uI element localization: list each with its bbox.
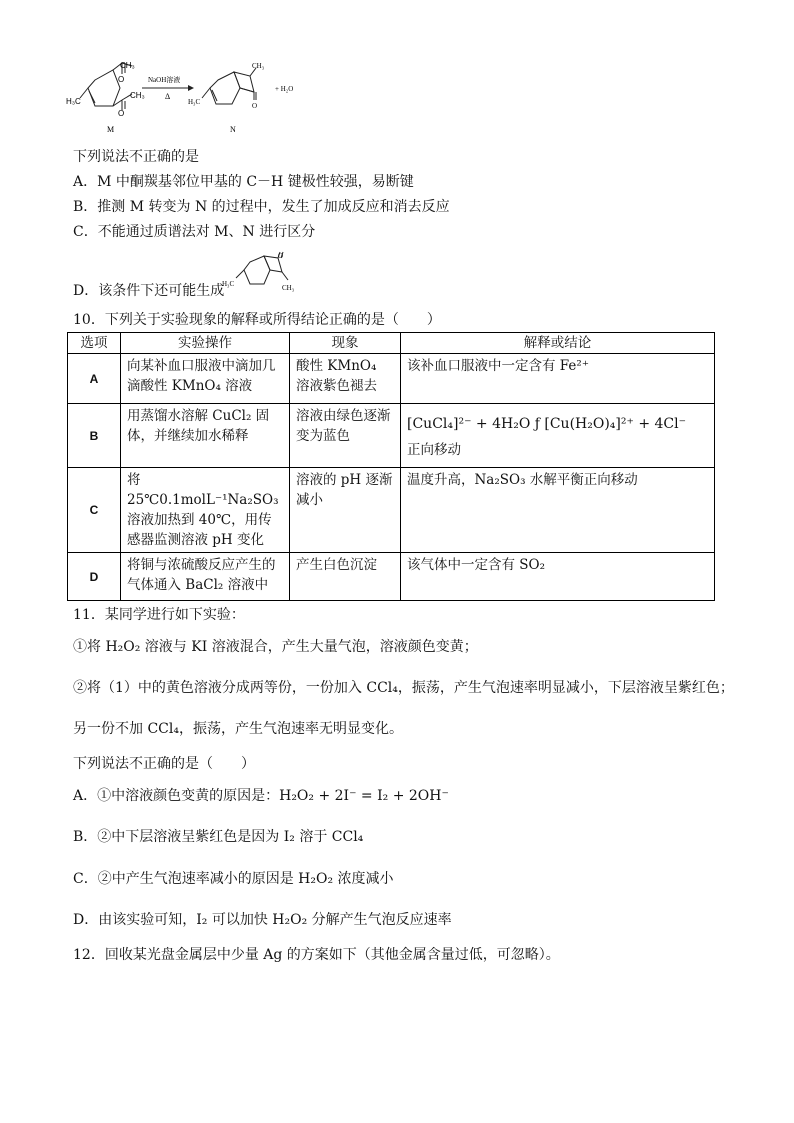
label-n: N	[230, 125, 236, 134]
row-phenomenon: 酸性 KMnO₄ 溶液紫色褪去	[290, 354, 401, 404]
molecule-n	[202, 68, 256, 104]
table-header-row	[68, 333, 715, 354]
header-conclusion: 解释或结论	[401, 333, 715, 354]
reaction-arrowhead	[188, 85, 194, 91]
q11-option-c: C．②中产生气泡速率减小的原因是 H₂O₂ 浓度减小	[73, 871, 394, 887]
reaction-scheme	[60, 58, 320, 140]
q11-step-2-cont: 另一份不加 CCl₄，振荡，产生气泡速率无明显变化。	[73, 721, 403, 737]
q9-option-b: B．推测 M 转变为 N 的过程中，发生了加成反应和消去反应	[73, 199, 450, 215]
q12-stem: 12．回收某光盘金属层中少量 Ag 的方案如下（其他金属含量过低，可忽略）。	[73, 947, 560, 963]
row-operation: 用蒸馏水溶解 CuCl₂ 固体，并继续加水稀释	[121, 404, 290, 468]
molecule-m	[80, 63, 132, 110]
row-phenomenon: 溶液由绿色逐渐变为蓝色	[290, 404, 401, 468]
equilibrium-equation: [CuCl₄]²⁻ + 4H₂O ƒ [Cu(H₂O)₄]²⁺ + 4Cl⁻	[407, 416, 686, 432]
q9-option-a: A．M 中酮羰基邻位甲基的 C－H 键极性较强，易断键	[73, 174, 414, 190]
heat-label: Δ	[165, 92, 171, 101]
row-option: D	[68, 553, 121, 601]
label-m: M	[107, 125, 115, 134]
m-ch3-top: CH₃	[120, 61, 135, 70]
row-phenomenon: 产生白色沉淀	[290, 553, 401, 601]
table-row	[68, 404, 715, 468]
table-row	[68, 468, 715, 553]
option-d-h3c: H₃C	[222, 280, 235, 288]
n-o: O	[252, 102, 258, 110]
table-row	[68, 354, 715, 404]
row-operation: 将 25℃0.1molL⁻¹Na₂SO₃ 溶液加热到 40℃，用传感器监测溶液 pH 变化	[121, 468, 290, 553]
q11-step-2: ②将（1）中的黄色溶液分成两等份，一份加入 CCl₄，振荡，产生气泡速率明显减小，下层溶液呈紫红色；	[73, 680, 734, 696]
m-o-bottom: O	[118, 109, 125, 118]
header-operation: 实验操作	[121, 333, 290, 354]
header-option: 选项	[68, 333, 121, 354]
q9-option-d: D．该条件下还可能生成	[73, 283, 225, 299]
experiment-table	[67, 332, 715, 601]
row-conclusion: 该气体中一定含有 SO₂	[401, 553, 715, 601]
row-option: C	[68, 468, 121, 553]
reagent-label: NaOH溶液	[148, 76, 181, 84]
q9-option-c: C．不能通过质谱法对 M、N 进行区分	[73, 224, 316, 240]
row-option: B	[68, 404, 121, 468]
m-h3c: H₃C	[66, 97, 81, 106]
row-phenomenon: 溶液的 pH 逐渐减小	[290, 468, 401, 553]
row-operation: 将铜与浓硫酸反应产生的气体通入 BaCl₂ 溶液中	[121, 553, 290, 601]
option-d-ch3: CH₃	[282, 284, 295, 292]
row-option: A	[68, 354, 121, 404]
row-conclusion: 温度升高，Na₂SO₃ 水解平衡正向移动	[401, 468, 715, 553]
q11-option-b: B．②中下层溶液呈紫红色是因为 I₂ 溶于 CCl₄	[73, 829, 364, 845]
row-conclusion	[401, 404, 715, 468]
option-d-o: O	[278, 252, 284, 260]
header-phenomenon: 现象	[290, 333, 401, 354]
m-o-top: O	[118, 75, 125, 84]
option-d-structure	[222, 250, 302, 300]
q10-stem: 10．下列关于实验现象的解释或所得结论正确的是（ ）	[73, 312, 441, 328]
n-ch3: CH₃	[252, 62, 265, 70]
equilibrium-shift: 正向移动	[407, 442, 461, 458]
q11-option-a: A．①中溶液颜色变黄的原因是：H₂O₂ + 2I⁻ = I₂ + 2OH⁻	[73, 788, 449, 804]
water-product: + H₂O	[275, 85, 294, 93]
q11-step-1: ①将 H₂O₂ 溶液与 KI 溶液混合，产生大量气泡，溶液颜色变黄；	[73, 639, 478, 655]
q9-prompt: 下列说法不正确的是	[73, 149, 199, 165]
row-operation: 向某补血口服液中滴加几滴酸性 KMnO₄ 溶液	[121, 354, 290, 404]
q11-prompt: 下列说法不正确的是（ ）	[73, 756, 255, 772]
q11-stem: 11．某同学进行如下实验：	[73, 607, 245, 623]
table-row	[68, 553, 715, 601]
row-conclusion: 该补血口服液中一定含有 Fe²⁺	[401, 354, 715, 404]
q11-option-d: D．由该实验可知，I₂ 可以加快 H₂O₂ 分解产生气泡反应速率	[73, 912, 452, 928]
n-h3c: H₃C	[188, 98, 201, 106]
m-ch3-bottom: CH₃	[130, 91, 145, 100]
